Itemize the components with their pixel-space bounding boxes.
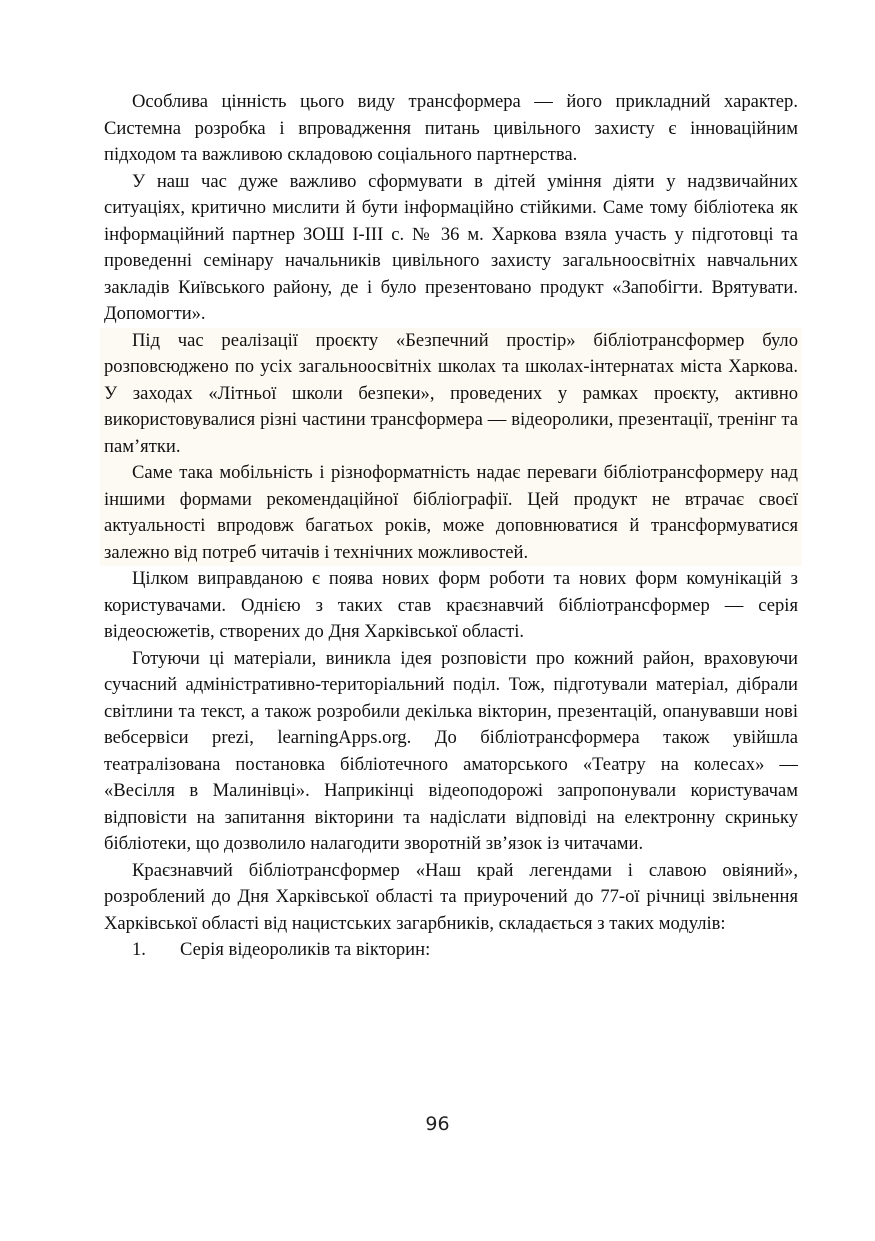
- paragraph-5: Цілком виправданою є поява нових форм роботи та нових форм комунікацій з користувачами. Однією з таких став краєзнавчий бібліотрансформер — серія відеосюжетів, створених до Дня Харківської області.: [104, 568, 798, 642]
- paragraph-3: Під час реалізації проєкту «Безпечний простір» бібліотрансформер було розповсюджено по усіх загальноосвітніх школах та школах-інтернатах міста Харкова. У заходах «Літньої школи безпеки», проведених у рамках проєкту, активно використовувалися різні частини трансформера — відеоролики, презентації, тренінг та пам’ятки.: [100, 328, 802, 461]
- paragraph-7: Краєзнавчий бібліотрансформер «Наш край легендами і славою овіяний», розроблений до Дня Харківської області та приурочений до 77-ої річниці звільнення Харківської області від нацистських загарбників, складається з таких модулів:: [104, 859, 798, 934]
- paragraph-4: Саме така мобільність і різноформатність надає переваги бібліотрансформеру над іншими формами рекомендаційної бібліографії. Цей продукт не втрачає своєї актуальності впродовж багатьох років, може доповнюватися й трансформуватися залежно від потреб читачів і технічних можливостей.: [100, 460, 802, 566]
- list-item-number: 1.: [132, 939, 146, 960]
- list-item: [104, 937, 798, 964]
- paragraph-1: Особлива цінність цього виду трансформера — його прикладний характер. Системна розробка і впровадження питань цивільного захисту є інноваційним підходом та важливою складовою соціального партнерства.: [104, 91, 798, 165]
- body-text: [104, 89, 798, 964]
- page-number: 96: [425, 1113, 450, 1135]
- list-item-text: Серія відеороликів та вікторин:: [180, 939, 431, 960]
- paragraph-6: Готуючи ці матеріали, виникла ідея розповісти про кожний район, враховуючи сучасний адміністративно-територіальний поділ. Тож, підготували матеріал, дібрали світлини та текст, а також розробили декілька вікторин, презентацій, опанувавши нові вебсервіси prezi, learningApps.org. До бібліотрансформера також увійшла театралізована постановка бібліотечного аматорського «Театру на колесах» — «Весілля в Малинівці». Наприкінці відеоподорожі запропонували користувачам відповісти на запитання вікторини та надіслати відповіді на електронну скриньку бібліотеки, що дозволило налагодити зворотній зв’язок із читачами.: [104, 647, 798, 854]
- paragraph-2: У наш час дуже важливо сформувати в дітей уміння діяти у надзвичайних ситуаціях, критично мислити й бути інформаційно стійкими. Саме тому бібліотека як інформаційний партнер ЗОШ І-ІІІ с. № 36 м. Харкова взяла участь у підготовці та проведенні семінару начальників цивільного захисту загальноосвітніх навчальних закладів Київського району, де і було презентовано продукт «Запобігти. Врятувати. Допомогти».: [104, 170, 798, 324]
